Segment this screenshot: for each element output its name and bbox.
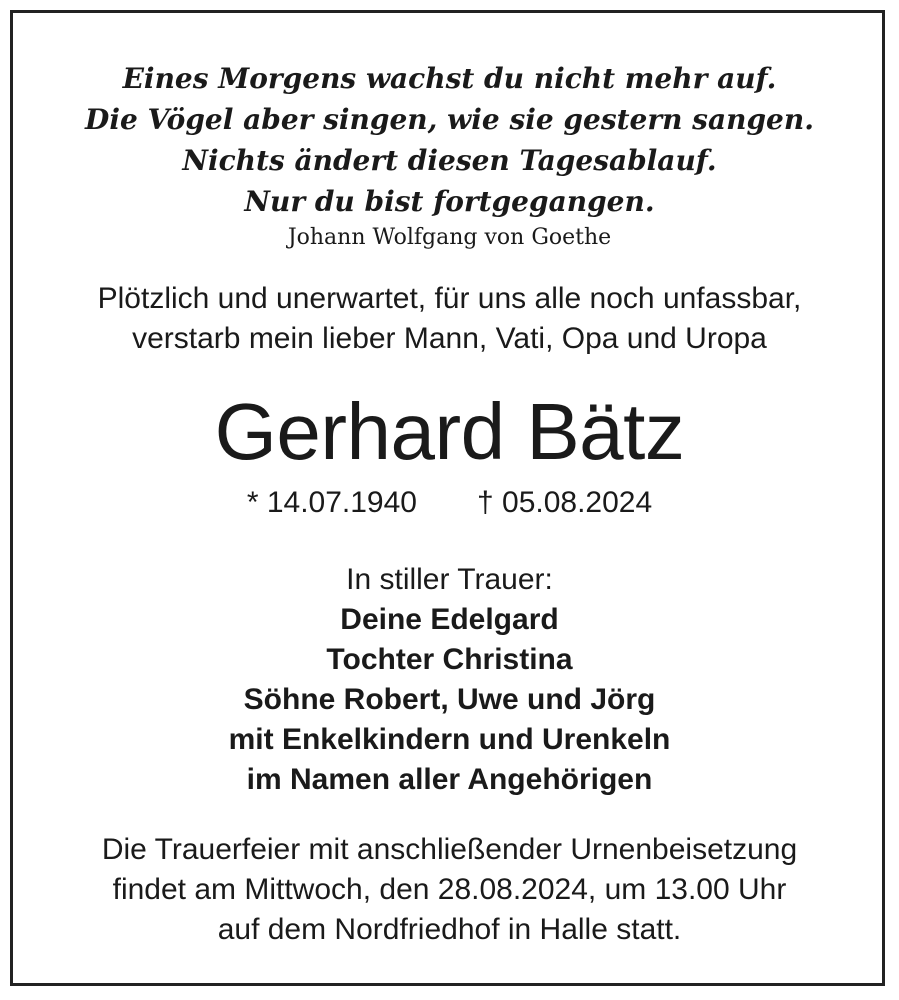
mourner-line: Söhne Robert, Uwe und Jörg	[243, 683, 656, 716]
intro-line: verstarb mein lieber Mann, Vati, Opa und Uropa	[132, 322, 767, 355]
mourner-line: im Namen aller Angehörigen	[246, 763, 653, 796]
birth-date: * 14.07.1940	[246, 486, 417, 519]
poem-line: Nichts ändert diesen Tagesablauf.	[182, 144, 717, 177]
ceremony-line: auf dem Nordfriedhof in Halle statt.	[217, 913, 682, 946]
intro-text	[0, 279, 899, 359]
poem	[0, 58, 899, 222]
mourners-list	[0, 600, 899, 800]
poem-line: Nur du bist fortgegangen.	[244, 185, 655, 218]
poem-line: Eines Morgens wachst du nicht mehr auf.	[122, 62, 777, 95]
intro-line: Plötzlich und unerwartet, für uns alle noch unfassbar,	[97, 282, 802, 315]
mourner-line: mit Enkelkindern und Urenkeln	[228, 723, 671, 756]
death-date: † 05.08.2024	[476, 486, 653, 519]
life-dates	[0, 483, 899, 523]
ceremony-info	[0, 830, 899, 950]
deceased-name: Gerhard Bätz	[214, 387, 685, 476]
poem-author: Johann Wolfgang von Goethe	[287, 225, 612, 250]
ceremony-line: Die Trauerfeier mit anschließender Urnenbeisetzung	[101, 833, 798, 866]
poem-line: Die Vögel aber singen, wie sie gestern sangen.	[85, 103, 814, 136]
mourner-line: Deine Edelgard	[340, 603, 559, 636]
mourning-label: In stiller Trauer:	[346, 563, 553, 596]
ceremony-line: findet am Mittwoch, den 28.08.2024, um 13.00 Uhr	[112, 873, 787, 906]
mourner-line: Tochter Christina	[326, 643, 573, 676]
